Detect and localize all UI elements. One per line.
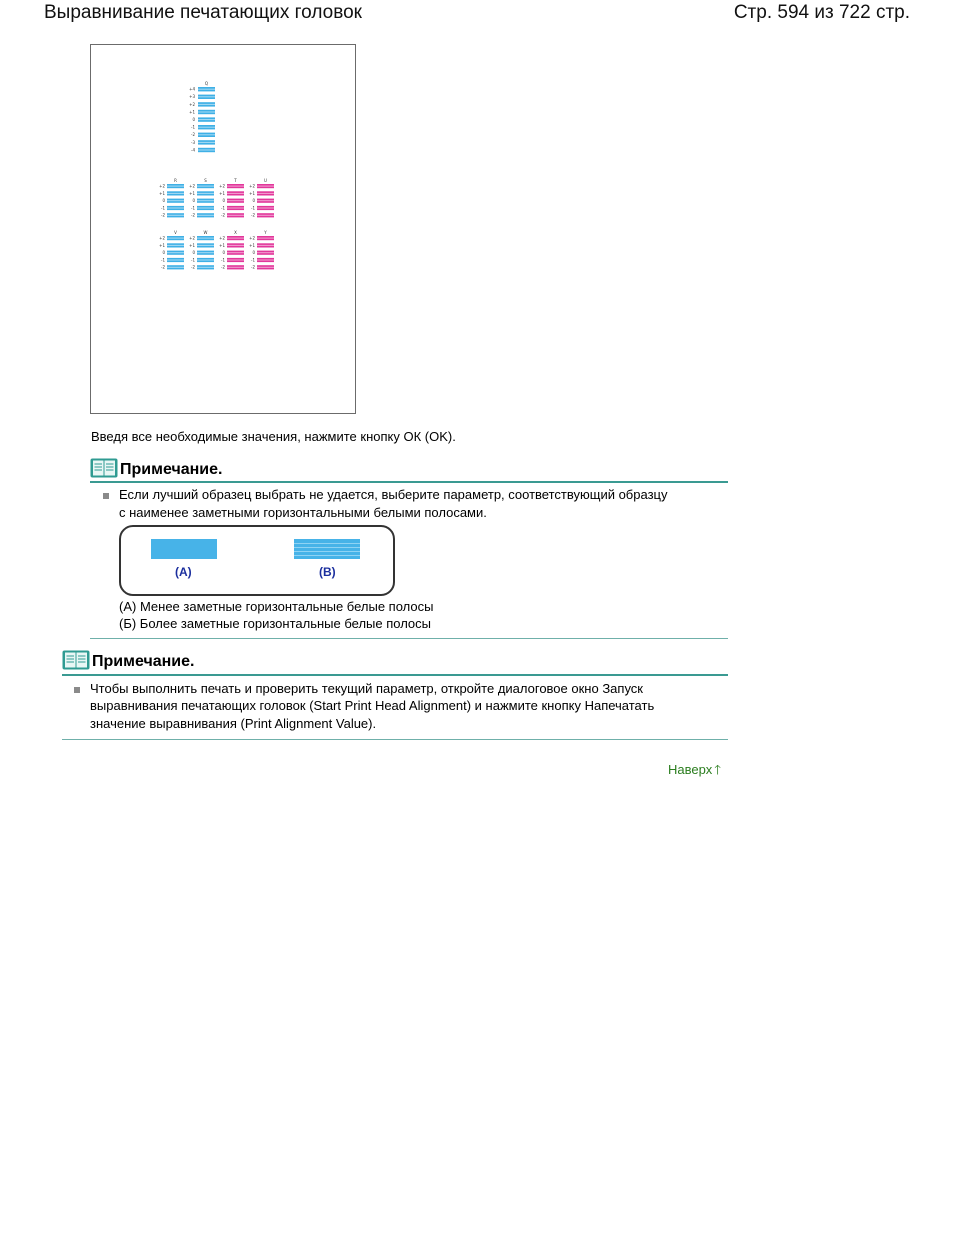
pattern-label-X: X [234,230,237,235]
pattern-value-U: -1 [251,205,255,211]
pattern-patch-T [227,213,244,217]
caption-b: (Б) Более заметные горизонтальные белые полосы [119,616,431,631]
pattern-value-Q: +4 [189,86,195,92]
pattern-value-Y: -2 [251,264,255,270]
alignment-pattern-image [91,45,355,413]
pattern-value-X: -2 [221,264,225,270]
note1-top-rule [90,481,728,483]
pattern-patch-Q [198,140,215,144]
pattern-patch-Q [198,117,215,121]
band-sample-illustration [119,525,395,596]
pattern-patch-S [197,199,214,203]
pattern-value-U: -2 [251,212,255,218]
sample-b-label: (B) [319,565,336,579]
pattern-value-Y: 0 [252,250,255,256]
pattern-patch-V [167,243,184,247]
pattern-value-S: -2 [191,212,195,218]
pattern-label-T: T [234,178,237,183]
pattern-patch-U [257,206,274,210]
pattern-label-Y: Y [264,230,267,235]
sample-a-swatch [151,539,217,559]
pattern-patch-Q [198,102,215,106]
page-counter: Стр. 594 из 722 стр. [733,2,910,23]
note1-title: Примечание. [120,461,223,478]
pattern-value-T: -1 [221,205,225,211]
pattern-value-Q: +1 [189,109,195,115]
note1-bottom-rule [90,638,728,639]
pattern-value-W: -1 [191,257,195,263]
pattern-value-W: 0 [192,250,195,256]
pattern-patch-W [197,258,214,262]
pattern-patch-S [197,191,214,195]
pattern-patch-X [227,265,244,269]
note2-line2: выравнивания печатающих головок (Start Print Head Alignment) и нажмите кнопку Напечатать [90,698,655,713]
note2-bullet [74,687,80,693]
pattern-patch-X [227,236,244,240]
pattern-value-Q: 0 [192,117,195,122]
pattern-value-Y: -1 [251,257,255,263]
pattern-value-S: +2 [189,183,195,189]
pattern-value-S: +1 [189,190,195,196]
note1-line2: с наименее заметными горизонтальными белыми полосами. [119,505,487,520]
pattern-value-R: +2 [159,183,165,189]
note1-bullet [103,493,109,499]
pattern-patch-X [227,258,244,262]
intro-instruction: Введя все необходимые значения, нажмите кнопку ОК (OK). [91,429,456,444]
pattern-patch-Q [198,110,215,114]
pattern-value-Q: -2 [191,132,195,138]
pattern-patch-Q [198,133,215,137]
pattern-patch-U [257,213,274,217]
note2-line3: значение выравнивания (Print Alignment Value). [90,716,377,731]
pattern-value-Q: -3 [191,139,195,145]
pattern-patch-T [227,206,244,210]
pattern-value-V: +1 [159,242,165,248]
pattern-patch-U [257,199,274,203]
note-book-icon [62,650,90,675]
pattern-value-Y: +2 [249,235,255,241]
pattern-value-W: -2 [191,264,195,270]
pattern-patch-R [167,184,184,188]
pattern-patch-X [227,251,244,255]
note-book-icon [90,458,118,483]
pattern-value-R: +1 [159,190,165,196]
pattern-value-R: -1 [161,205,165,211]
pattern-value-T: 0 [222,198,225,204]
pattern-patch-Y [257,236,274,240]
pattern-patch-Y [257,258,274,262]
pattern-patch-Q [198,87,215,91]
pattern-patch-Q [198,148,215,152]
pattern-patch-T [227,184,244,188]
pattern-value-U: +1 [249,190,255,196]
pattern-patch-T [227,191,244,195]
pattern-patch-W [197,236,214,240]
pattern-value-U: 0 [252,198,255,204]
pattern-patch-U [257,184,274,188]
pattern-patch-X [227,243,244,247]
pattern-patch-R [167,191,184,195]
pattern-patch-Y [257,265,274,269]
pattern-label-Q: Q [204,81,209,86]
pattern-value-V: 0 [162,250,165,256]
pattern-value-R: 0 [162,198,165,204]
pattern-label-R: R [174,178,177,183]
pattern-value-V: -1 [161,257,165,263]
pattern-patch-S [197,206,214,210]
pattern-value-V: -2 [161,264,165,270]
pattern-value-Q: -1 [191,124,195,130]
pattern-value-T: +1 [219,190,225,196]
pattern-value-S: -1 [191,205,195,211]
pattern-value-X: +2 [219,235,225,241]
pattern-patch-V [167,251,184,255]
pattern-value-U: +2 [249,183,255,189]
pattern-patch-S [197,184,214,188]
pattern-value-V: +2 [159,235,165,241]
sample-b-swatch [294,539,360,559]
pattern-value-Q: +3 [189,94,195,100]
pattern-patch-Q [198,95,215,99]
note2-title: Примечание. [92,653,195,670]
pattern-patch-R [167,199,184,203]
pattern-patch-R [167,206,184,210]
pattern-value-S: 0 [192,198,195,204]
pattern-patch-U [257,191,274,195]
sample-a-label: (A) [175,565,192,579]
pattern-label-S: S [204,178,207,183]
note1-line1: Если лучший образец выбрать не удается, выберите параметр, соответствующий образцу [119,487,668,502]
pattern-value-W: +2 [189,235,195,241]
pattern-patch-R [167,213,184,217]
pattern-patch-V [167,258,184,262]
pattern-value-T: -2 [221,212,225,218]
back-to-top-link[interactable] [668,762,721,778]
note2-top-rule [62,674,728,676]
back-to-top-label: Наверх [668,762,713,777]
pattern-patch-Y [257,243,274,247]
caption-a: (A) Менее заметные горизонтальные белые полосы [119,599,434,614]
pattern-value-X: -1 [221,257,225,263]
pattern-label-V: V [174,230,177,235]
pattern-label-U: U [264,178,267,183]
pattern-patch-V [167,265,184,269]
pattern-patch-S [197,213,214,217]
note2-bottom-rule [62,739,728,740]
up-arrow-icon: 🡑 [714,762,721,777]
pattern-patch-W [197,251,214,255]
pattern-value-Q: +2 [189,101,195,107]
pattern-patch-W [197,265,214,269]
pattern-value-R: -2 [161,212,165,218]
pattern-value-Q: -4 [191,147,195,153]
pattern-value-X: 0 [222,250,225,256]
pattern-patch-V [167,236,184,240]
pattern-patch-T [227,199,244,203]
note2-line1: Чтобы выполнить печать и проверить текущий параметр, откройте диалоговое окно Запуск [90,681,643,696]
pattern-patch-Y [257,251,274,255]
pattern-value-T: +2 [219,183,225,189]
alignment-pattern-sheet [90,44,356,414]
pattern-patch-Q [198,125,215,129]
pattern-label-W: W [203,230,208,235]
pattern-value-W: +1 [189,242,195,248]
pattern-value-X: +1 [219,242,225,248]
document-title: Выравнивание печатающих головок [44,2,362,23]
pattern-patch-W [197,243,214,247]
pattern-value-Y: +1 [249,242,255,248]
